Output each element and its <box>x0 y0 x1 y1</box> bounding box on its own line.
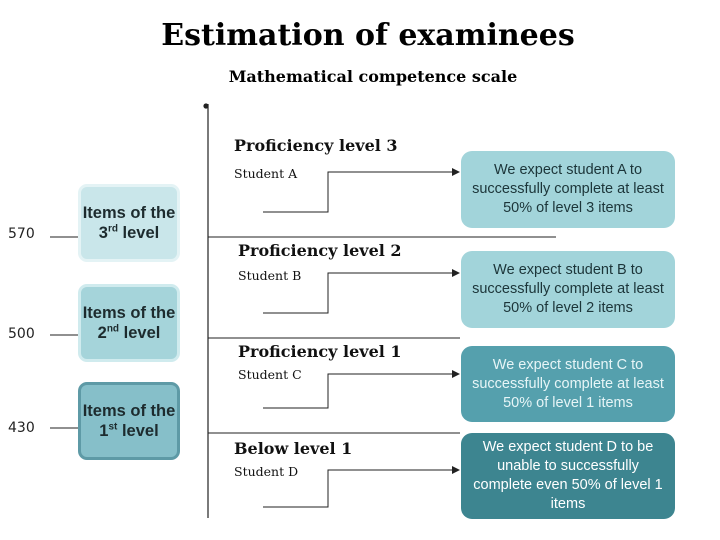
expectation-box-student-a <box>461 151 675 228</box>
items-level-3-box <box>78 184 180 262</box>
score-label-570: 570 <box>8 226 35 242</box>
items-level-2-box <box>78 284 180 362</box>
expectation-text-student-d: We expect student D to be unable to successfully complete even 50% of level 1 items <box>473 439 663 512</box>
page-subtitle: Mathematical competence scale <box>228 67 518 86</box>
level-name-2: Proficiency level 2 <box>238 241 402 260</box>
level-name-1: Proficiency level 1 <box>238 342 402 361</box>
level-name-below-1: Below level 1 <box>234 439 353 458</box>
expectation-box-student-d <box>461 433 675 519</box>
arrow-head-b <box>452 269 460 277</box>
items-level-1-label: Items of the 1st level <box>82 402 176 440</box>
arrow-head-d <box>452 466 460 474</box>
score-label-500: 500 <box>8 326 35 342</box>
scale-axis-top-dot <box>203 103 208 108</box>
student-d-label: Student D <box>234 464 299 479</box>
items-level-1-box <box>78 382 180 460</box>
score-label-430: 430 <box>8 420 35 436</box>
expectation-text-student-b: We expect student B to successfully complete at least 50% of level 2 items <box>472 262 664 316</box>
student-a-label: Student A <box>234 166 298 181</box>
expectation-text-student-c: We expect student C to successfully complete at least 50% of level 1 items <box>472 356 664 411</box>
expectation-box-student-c <box>461 346 675 422</box>
page-title: Estimation of examinees <box>161 18 575 53</box>
arrow-head-c <box>452 370 460 378</box>
items-level-3-label: Items of the 3rd level <box>82 204 176 242</box>
expectation-box-student-b <box>461 251 675 328</box>
student-c-label: Student C <box>238 367 302 382</box>
expectation-text-student-a: We expect student A to successfully complete at least 50% of level 3 items <box>472 162 664 216</box>
level-name-3: Proficiency level 3 <box>234 136 398 155</box>
items-level-2-label: Items of the 2nd level <box>82 304 176 342</box>
student-b-label: Student B <box>238 268 302 283</box>
arrow-head-a <box>452 168 460 176</box>
